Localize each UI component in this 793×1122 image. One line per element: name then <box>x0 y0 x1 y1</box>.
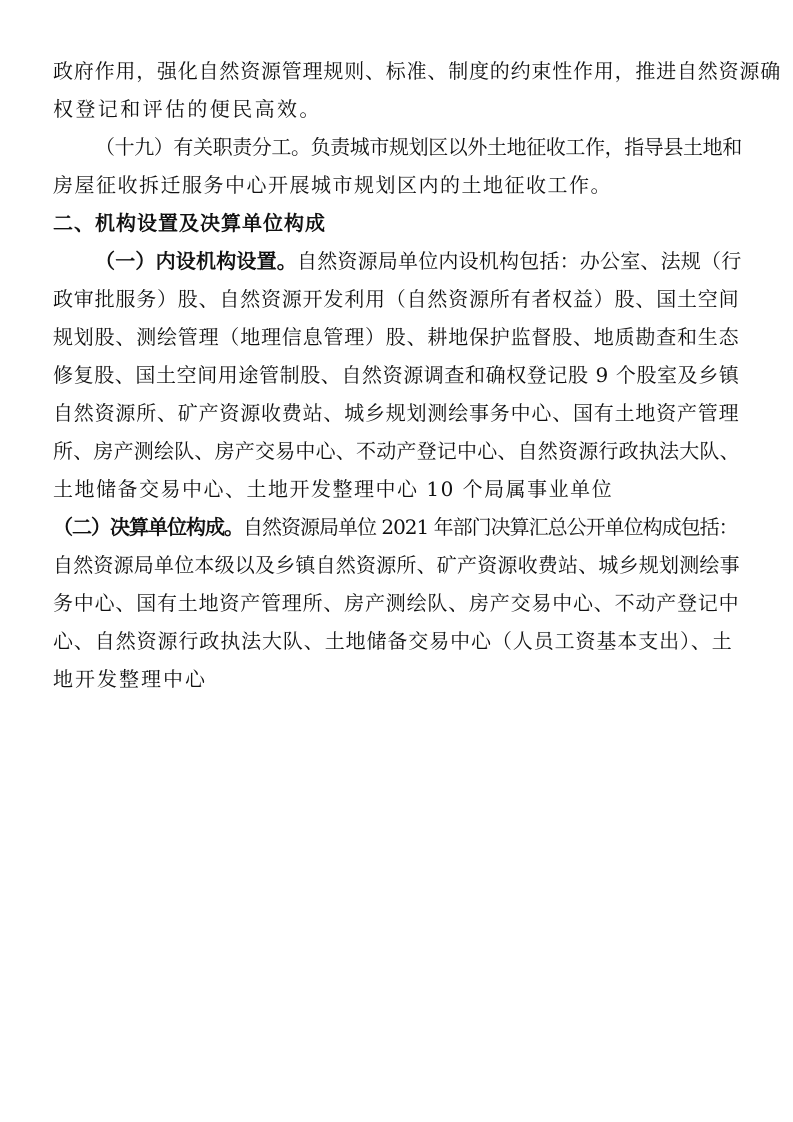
paragraph-line: 政府作用，强化自然资源管理规则、标准、制度的约束性作用，推进自然资源确 <box>53 59 781 83</box>
paragraph-line <box>53 513 738 541</box>
paragraph-line: 自然资源局单位本级以及乡镇自然资源所、矿产资源收费站、城乡规划测绘事 <box>53 553 740 577</box>
paragraph-line: 规划股、测绘管理（地理信息管理）股、耕地保护监督股、地质勘查和生态 <box>53 325 740 349</box>
paragraph-line: 心、自然资源行政执法大队、土地储备交易中心（人员工资基本支出）、土 <box>53 629 733 653</box>
subsection-heading: （一）内设机构设置。 <box>95 249 297 273</box>
paragraph-text: 自然资源局单位内设机构包括：办公室、法规（行 <box>297 249 742 273</box>
paragraph-line: 所、房产测绘队、房产交易中心、不动产登记中心、自然资源行政执法大队、 <box>53 439 740 463</box>
paragraph-line: 修复股、国土空间用途管制股、自然资源调查和确权登记股 9 个股室及乡镇 <box>53 363 740 387</box>
paragraph-text: 自然资源局单位 2021 年部门决算汇总公开单位构成包括： <box>243 515 738 539</box>
paragraph-line: 自然资源所、矿产资源收费站、城乡规划测绘事务中心、国有土地资产管理 <box>53 401 740 425</box>
paragraph-line: （十九）有关职责分工。负责城市规划区以外土地征收工作，指导县土地和 <box>95 135 742 159</box>
paragraph-line: 房屋征收拆迁服务中心开展城市规划区内的土地征收工作。 <box>53 173 612 197</box>
paragraph-line: 地开发整理中心 <box>53 667 207 691</box>
paragraph-line: 政审批服务）股、自然资源开发利用（自然资源所有者权益）股、国土空间 <box>53 287 740 311</box>
section-heading: 二、机构设置及决算单位构成 <box>53 211 326 235</box>
paragraph-line: 土地储备交易中心、土地开发整理中心 10 个局属事业单位 <box>53 477 614 501</box>
paragraph-line <box>95 247 741 275</box>
paragraph-line: 务中心、国有土地资产管理所、房产测绘队、房产交易中心、不动产登记中 <box>53 591 740 615</box>
paragraph-line: 权登记和评估的便民高效。 <box>53 97 322 121</box>
subsection-heading: （二）决算单位构成。 <box>53 515 243 539</box>
